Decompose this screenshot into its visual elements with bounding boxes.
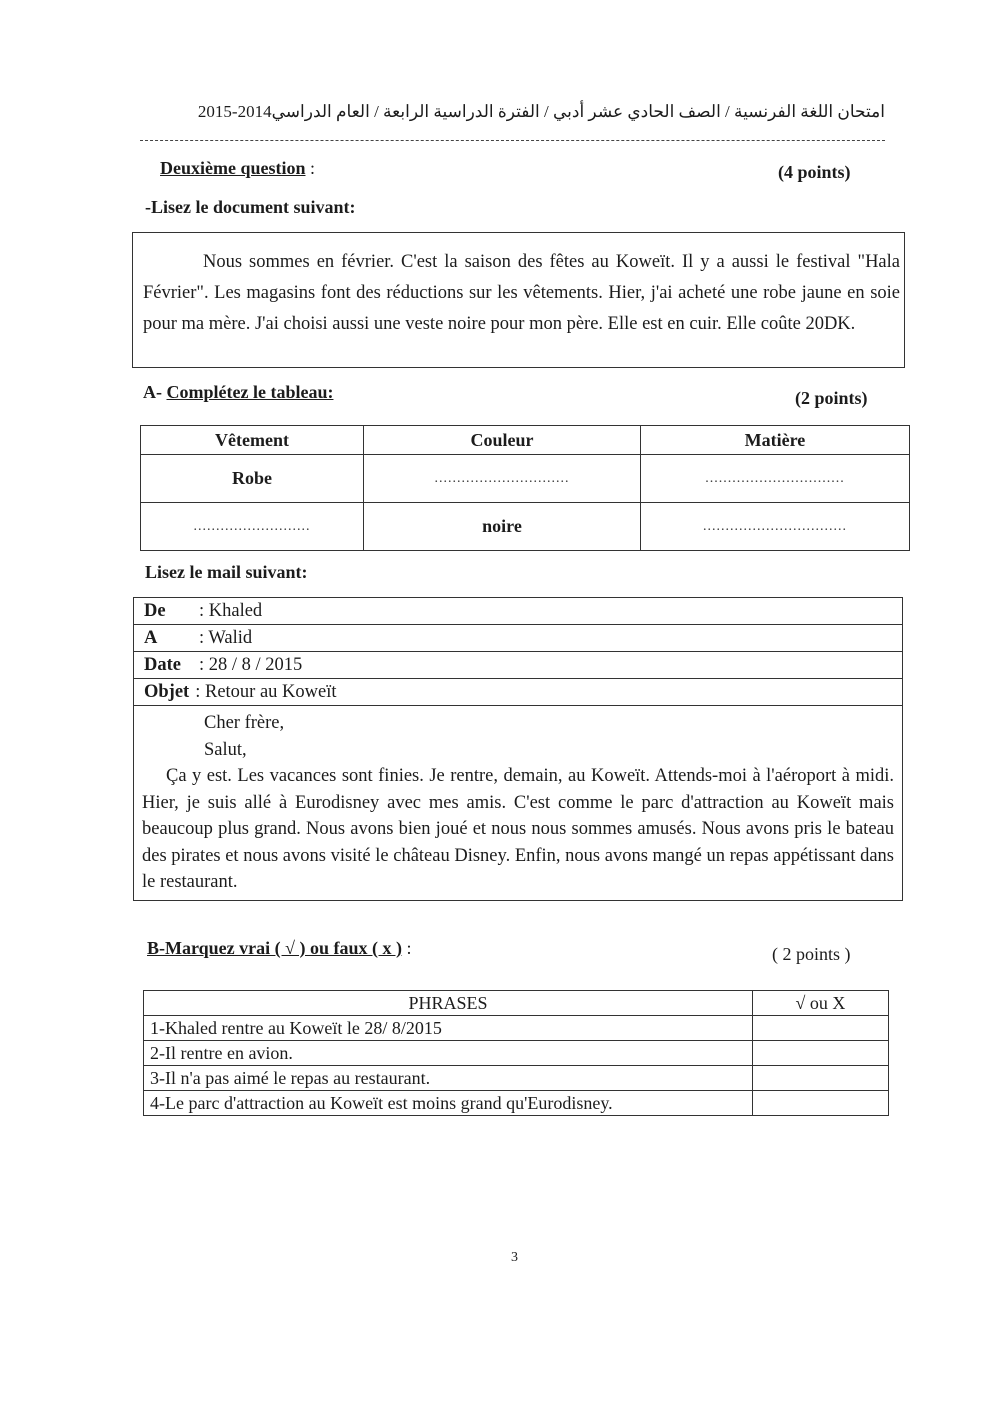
table-row (141, 503, 910, 551)
cell-couleur-noire: noire (364, 503, 641, 551)
document-text: Nous sommes en février. C'est la saison des fêtes au Koweït. Il y a aussi le festival "Hala Février". Les magasins font des réductions sur les vêtements. Hier, j'ai acheté une robe jaune en soie pour ma mère. J'ai choisi aussi une veste noire pour mon père. Elle est en cuir. Elle coûte 20DK. (143, 252, 900, 334)
question-title (160, 158, 315, 179)
statement-2: 2-Il rentre en avion. (144, 1041, 753, 1066)
header-matiere: Matière (641, 426, 910, 455)
answer-cell-3[interactable] (753, 1066, 889, 1091)
mail-date-label: Date (144, 655, 181, 675)
answer-cell-1[interactable] (753, 1016, 889, 1041)
mail-subject-label: Objet (144, 682, 190, 702)
true-false-table (143, 990, 889, 1116)
header-vrai-faux: √ ou X (753, 991, 889, 1016)
mail-subject-row (134, 679, 902, 706)
mail-greeting-2: Salut, (204, 739, 247, 760)
table-row (144, 1066, 889, 1091)
clothing-table (140, 425, 910, 551)
section-a-points: (2 points) (795, 388, 868, 408)
answer-cell-4[interactable] (753, 1091, 889, 1116)
blank-matiere-robe[interactable]: ............................... (641, 455, 910, 503)
blank-couleur-robe[interactable]: .............................. (364, 455, 641, 503)
question-points: (4 points) (778, 162, 851, 182)
table-header-row (144, 991, 889, 1016)
table-row (144, 1016, 889, 1041)
section-b-title-text: B-Marquez vrai ( √ ) ou faux ( x ) (147, 938, 403, 958)
statement-3: 3-Il n'a pas aimé le repas au restaurant. (144, 1066, 753, 1091)
table-row (144, 1091, 889, 1116)
mail-to-label: A (144, 628, 158, 648)
table-row (144, 1041, 889, 1066)
header-vetement: Vêtement (141, 426, 364, 455)
section-b-points: ( 2 points ) (772, 944, 851, 964)
statement-1: 1-Khaled rentre au Koweït le 28/ 8/2015 (144, 1016, 753, 1041)
section-b-title-colon: : (402, 938, 412, 958)
section-a-title (143, 382, 333, 403)
mail-box (133, 597, 903, 901)
blank-vetement-2[interactable]: .......................... (141, 503, 364, 551)
document-box (132, 232, 905, 368)
page-number: 3 (511, 1250, 518, 1265)
mail-from-row (134, 598, 902, 625)
section-a-prefix: A- (143, 382, 167, 402)
blank-matiere-2[interactable]: ................................ (641, 503, 910, 551)
mail-from-label: De (144, 601, 166, 621)
mail-subject-value: : Retour au Koweït (195, 682, 337, 702)
question-title-text: Deuxième question (160, 158, 306, 178)
mail-greeting-1: Cher frère, (204, 713, 285, 733)
mail-date-value: : 28 / 8 / 2015 (199, 655, 303, 675)
header-couleur: Couleur (364, 426, 641, 455)
mail-to-row (134, 625, 902, 652)
mail-body (134, 706, 902, 900)
mail-body-text: Ça y est. Les vacances sont finies. Je rentre, demain, au Koweït. Attends-moi à l'aéroport à midi. Hier, je suis allé à Eurodisney avec mes amis. C'est comme le parc d'attraction au Koweït mais beaucoup plus grand. Nous avons bien joué et nous nous sommes amusés. Nous avons pris le bateau des pirates et nous avons visité le château Disney. Enfin, nous avons mangé un repas appétissant dans le restaurant. (142, 766, 894, 892)
header-phrases: PHRASES (144, 991, 753, 1016)
exam-header: امتحان اللغة الفرنسية / الصف الحادي عشر أدبي / الفترة الدراسية الرابعة / العام الدراسي2014-2015 (197, 102, 885, 121)
statement-4: 4-Le parc d'attraction au Koweït est moins grand qu'Eurodisney. (144, 1091, 753, 1116)
mail-to-value: : Walid (199, 628, 253, 648)
section-a-title-text: Complétez le tableau: (166, 382, 334, 402)
section-b-title (147, 938, 412, 959)
cell-vetement-robe: Robe (141, 455, 364, 503)
document-instruction: -Lisez le document suivant: (145, 197, 356, 217)
mail-from-value: : Khaled (199, 601, 263, 621)
question-title-colon: : (305, 158, 316, 178)
table-row (141, 455, 910, 503)
header-divider (140, 140, 885, 141)
answer-cell-2[interactable] (753, 1041, 889, 1066)
table-header-row (141, 426, 910, 455)
mail-date-row (134, 652, 902, 679)
mail-instruction: Lisez le mail suivant: (145, 562, 308, 582)
